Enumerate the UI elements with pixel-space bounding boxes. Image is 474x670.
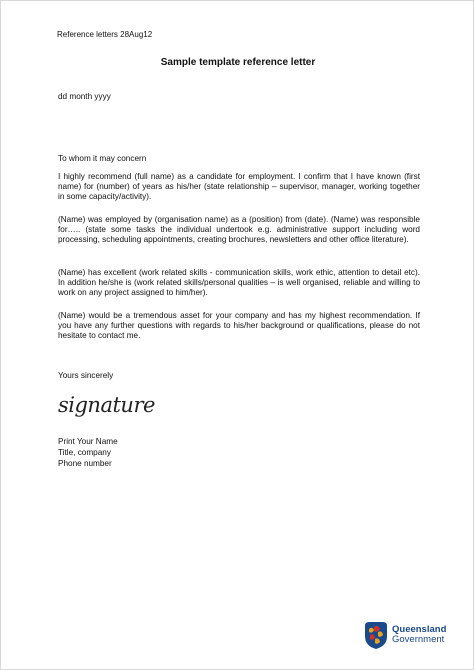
- logo-line1: Queensland: [392, 624, 447, 635]
- signer-title: Title, company: [58, 448, 111, 457]
- signer-name: Print Your Name: [58, 437, 118, 446]
- logo-text: [392, 625, 446, 645]
- signer-phone: Phone number: [58, 459, 112, 468]
- letter-paragraph: I highly recommend (full name) as a candidate for employment. I confirm that I have known (first name) for (number) of years as his/her (state relationship – supervisor, manager, working together in some capacity/activity).: [58, 172, 420, 202]
- page-title: Sample template reference letter: [160, 57, 316, 68]
- letter-date: dd month yyyy: [58, 92, 111, 101]
- letter-closing: Yours sincerely: [58, 371, 114, 380]
- signature: signature: [58, 393, 155, 417]
- document-header: Reference letters 28Aug12: [57, 30, 153, 39]
- letter-paragraph: (Name) has excellent (work related skills - communication skills, work ethic, attention to detail etc). In addition he/she is (work related skills/personal qualities – is well organised, reliable and willing to work on any project assigned to him/her).: [58, 268, 420, 298]
- logo-line2: Government: [392, 634, 445, 645]
- letter-greeting: To whom it may concern: [58, 154, 147, 163]
- letter-paragraph: (Name) was employed by (organisation name) as a (position) from (date). (Name) was responsible for….. (state some tasks the individual undertook e.g. administrative support including word processing, scheduling appointments, creating brochures, newsletters and other office literature).: [58, 215, 420, 245]
- letter-paragraph: (Name) would be a tremendous asset for your company and has my highest recommendation. If you have any further questions with regards to his/her background or qualifications, please do not hesitate to contact me.: [58, 311, 420, 341]
- queensland-government-logo: [363, 620, 446, 650]
- queensland-crest-icon: [363, 620, 389, 650]
